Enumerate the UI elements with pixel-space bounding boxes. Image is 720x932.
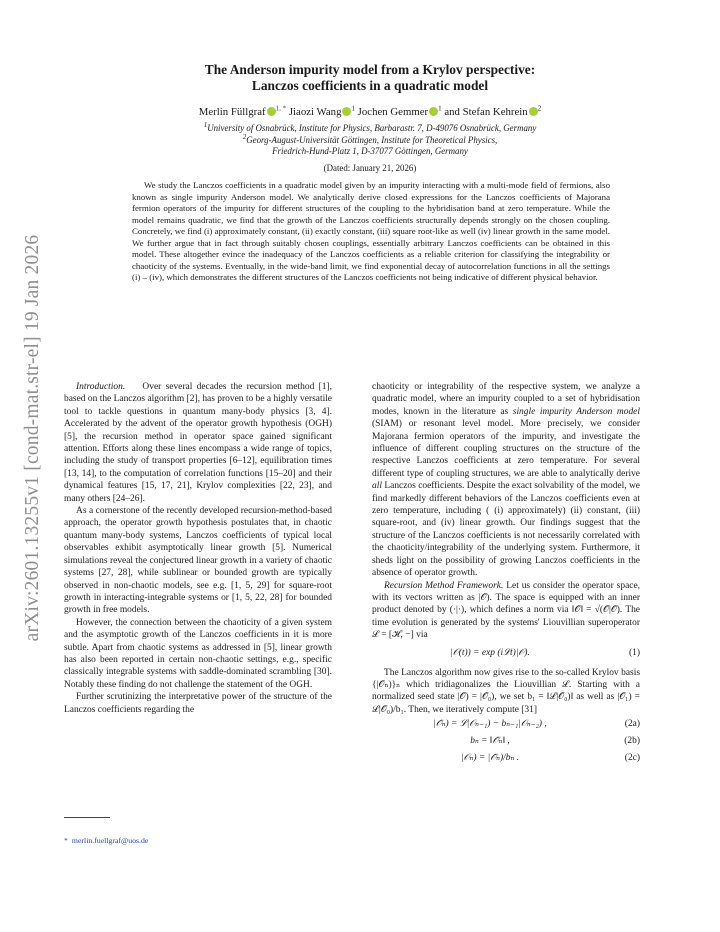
emphasis: single impurity Anderson model — [512, 406, 640, 417]
emphasis: all — [372, 481, 382, 492]
affiliations — [90, 123, 650, 158]
paper-title — [110, 62, 630, 94]
paragraph-text: chaoticity or integrability of the respective system, we analyze a quadratic model, where an impurity coupled to a set of hybridisation modes, known in the literature as — [372, 382, 640, 417]
author-affiliation-mark: 1 — [438, 104, 442, 113]
equation-number: (2a) — [624, 719, 640, 730]
title-line-2: Lanczos coefficients in a quadratic model — [251, 78, 489, 93]
orcid-icon[interactable] — [529, 107, 538, 116]
equation-number: (1) — [628, 647, 640, 658]
equation-2c — [372, 752, 640, 767]
equation-set-2 — [372, 718, 640, 767]
paragraph-text: Over several decades the recursion method [1], based on the Lanczos algorithm [2], has proven to be a highly versatile tool to tackle questions in quantum many-body physics [3, 4]. Accelerated by the advent of the operator growth hypothesis (OGH) [5], the recursion method in operator space gained significant attention. Efforts along these lines encompass a wide range of topics, including the study of transport properties [6–12], equilibration times [13, 14], to the computation of correlation functions [15–20] and their dynamical features [15, 17, 21], Krylov complexities [22, 23], and many others [24–26]. — [64, 382, 333, 504]
arxiv-identifier: arXiv:2601.13255v1 [cond-mat.str-el] 19 Jan 2026 — [22, 234, 43, 642]
affiliation-2 — [90, 132, 650, 147]
orcid-icon[interactable] — [267, 107, 276, 116]
footnote — [64, 836, 148, 845]
paragraph: Further scrutinizing the interpretative power of the structure of the Lanczos coefficients regarding the — [64, 692, 332, 715]
equation-body: |𝒪ₙ) = |𝒪̃ₙ)/bₙ . — [461, 753, 519, 764]
title-line-1: The Anderson impurity model from a Krylov perspective: — [204, 62, 536, 77]
equation-2a — [372, 718, 640, 733]
affiliation-1 — [90, 123, 650, 135]
author-name[interactable]: Jiaozi Wang — [288, 106, 342, 118]
author-list — [90, 106, 650, 119]
equation-number: (2c) — [624, 753, 640, 764]
left-column — [64, 381, 332, 716]
equation-2b — [372, 735, 640, 750]
author-affiliation-mark[interactable]: 1, * — [275, 104, 287, 113]
equation-body: bₙ = ‖𝒪̃ₙ‖ , — [470, 736, 510, 747]
paragraph-text: Lanczos coefficients. Despite the exact solvability of the model, we find markedly different behaviors of the Lanczos coefficients even at zero temperature, including ( (i) approximately) (ii) constant, (iii) square-root, and (iv) linear growth. Our findings suggest that the structure of the Lanczos coefficients is not necessarily correlated with the chaoticity/integrability of the underlying system. Furthermore, it sheds light on the possibility of growing Lanczos coefficients in the absence of operator growth. — [372, 481, 640, 579]
author-name[interactable]: Stefan Kehrein — [462, 106, 528, 118]
right-column — [372, 381, 640, 769]
footnote-divider — [64, 817, 110, 818]
affiliation-2-address: Friedrich-Hund-Platz 1, D-37077 Göttingen, Germany — [272, 146, 468, 156]
equation-body: |𝒪(t)) = exp (iℒt)|𝒪). — [450, 647, 530, 658]
paragraph: However, the connection between the chaoticity of a given system and the asymptotic growth of the Lanczos coefficients in it is more subtle. Apart from chaotic systems as addressed in [5], linear growth has also been reported in certain non-chaotic settings, e.g., specific classically integrable systems with saddle-dominated scrambling [30]. Notably these finding do not challenge the statement of the OGH. — [64, 617, 332, 690]
author-conjunction: and — [444, 106, 460, 118]
author-affiliation-mark: 1 — [351, 104, 355, 113]
author-name[interactable]: Merlin Füllgraf — [198, 106, 266, 118]
dated-line: (Dated: January 21, 2026) — [323, 163, 417, 173]
arxiv-side-stamp — [15, 158, 51, 718]
affiliation-number: 1 — [203, 121, 208, 130]
equation-1 — [372, 647, 640, 662]
author-affiliation-mark: 2 — [537, 104, 542, 113]
paragraph — [372, 580, 640, 642]
equation-number: (2b) — [624, 736, 640, 747]
paragraph-text: (SIAM) or resonant level model. More precisely, we consider Majorana fermion operators of the impurity, and investigate the influence of different coupling structures on the structure of the respective Lanczos coefficients at zero temperature. For several different type of coupling structures, we are able to analytically derive — [372, 419, 640, 479]
affiliation-text: University of Osnabrück, Institute for Physics, Barbarastr. 7, D-49076 Osnabrück, Germany — [207, 123, 537, 133]
affiliation-number: 2 — [242, 132, 247, 141]
orcid-icon[interactable] — [429, 107, 438, 116]
abstract: We study the Lanczos coefficients in a quadratic model given by an impurity interacting with a multi-mode field of fermions, also known as single impurity Anderson model. We analytically derive closed expressions for the Lanczos coefficients of Majorana fermion operators of the impurity for different structures of the coupling to the hybridisation band at zero temperature. While the model remains quadratic, we find that the growth of the Lanczos coefficients structurally depends strongly on the chosen coupling. Concretely, we find (i) approximately constant, (ii) exactly constant, (iii) square root-like as well (iv) linear growth in the same model. We further argue that in fact through suitably chosen couplings, essentially arbitrary Lanczos coefficients can be obtained in this model. These altogether evince the inadequacy of the Lanczos coefficients as a reliable criterion for classifying the integrability or chaoticity of the systems. Eventually, in the wide-band limit, we find exponential decay of autocorrelation functions in all the settings (i) – (iv), which demonstrates the different structures of the Lanczos coefficients not being indicative of different physical behavior. — [132, 180, 610, 283]
corresponding-email-link[interactable]: merlin.fuellgraf@uos.de — [71, 836, 149, 845]
author-name[interactable]: Jochen Gemmer — [357, 106, 429, 118]
paragraph: The Lanczos algorithm now gives rise to the so-called Krylov basis {|𝒪ₙ)}ₙ which tridiagonalizes the Liouvillian ℒ. Starting with a normalized seed state |𝒪) = |𝒪₀), we set b₁ = ‖ℒ|𝒪₀)‖ as well as |𝒪₁) = ℒ|𝒪₀)/b₁. Then, we iteratively compute [31] — [372, 667, 640, 715]
paragraph — [372, 381, 640, 580]
section-head-recursion: Recursion Method Framework. — [384, 580, 504, 591]
paragraph: As a cornerstone of the recently developed recursion-method-based approach, the operator growth hypothesis postulates that, in chaotic quantum many-body systems, Lanczos coefficients of typical local observables exhibit asymptotically linear growth [5]. Numerical simulations reveal the conjectured linear growth in a variety of chaotic systems [27, 28], while sublinear or bounded growth are typically observed in non-chaotic models, see e.g. [1, 5, 29] for square-root growth in interacting-integrable systems or [1, 5, 22, 28] for bounded growth in free models. — [64, 506, 332, 616]
equation-body: |𝒪̃ₙ) = ℒ|𝒪ₙ₋₁) − bₙ₋₁|𝒪ₙ₋₂) , — [433, 719, 547, 730]
paragraph-text: Let us consider the operator space, with its vectors written as |𝒪). The space is equipped with an inner product denoted by (·|·), which defines a norm via ‖𝒪‖ = √(𝒪|𝒪). The time evolution is generated by the systems' Liouvillian superoperator ℒ = [ℋ, −] via — [372, 580, 641, 641]
paragraph — [64, 381, 332, 505]
footnote-mark: * — [64, 836, 68, 845]
affiliation-text: Georg-August-Universität Göttingen, Institute for Theoretical Physics, — [246, 134, 498, 145]
section-head-introduction: Introduction. — [76, 382, 126, 392]
